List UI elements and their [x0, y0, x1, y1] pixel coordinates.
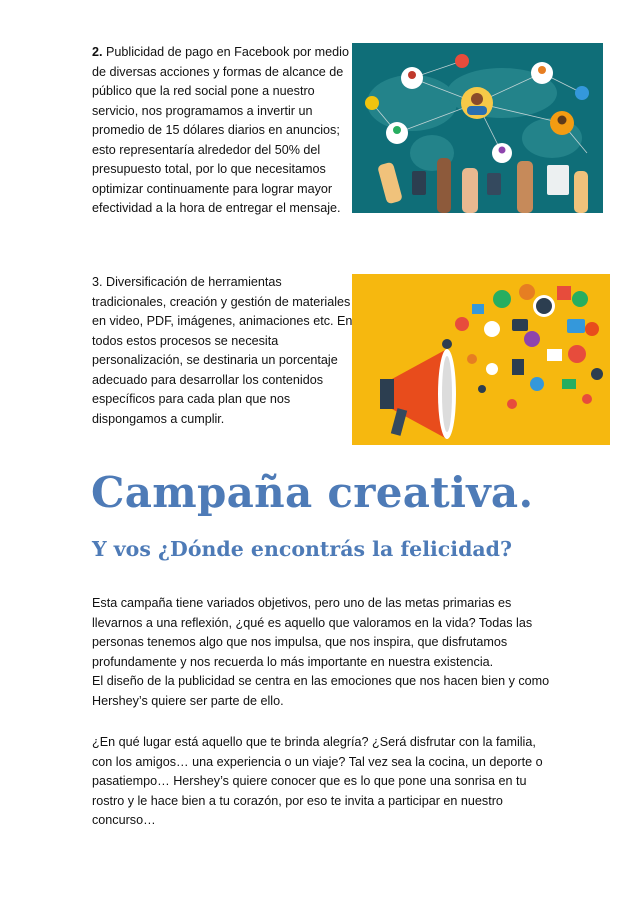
campaign-title: Campaña creativa. [91, 468, 534, 517]
section-2-number: 2. [92, 45, 103, 59]
campaign-subtitle: Y vos ¿Dónde encontrás la felicidad? [92, 537, 513, 561]
section-3-paragraph: 3. Diversificación de herramientas tradicionales, creación y gestión de materiales en video, PDF, imágenes, animaciones etc. En todos estos procesos se necesita personalización, se destinaria un porcentaje adecuado para desarrollar los contenidos específicos para cada plan que nos dispongamos a cumplir. [92, 275, 353, 426]
campaign-paragraph-1b: El diseño de la publicidad se centra en las emociones que nos hacen bien y como Hershey’s quiere ser parte de ello. [92, 674, 550, 708]
section-2-text: Publicidad de pago en Facebook por medio de diversas acciones y formas de alcance de público que la red social pone a nuestro servicio, nos programamos a invertir un promedio de 15 dólares diarios en anuncios; esto representaría alrededor del 50% del presupuesto total, por lo que necesitamos optimizar continuamente para lograr mayor efectividad a la hora de entregar el mensaje. [92, 45, 349, 215]
campaign-paragraph-1: Esta campaña tiene variados objetivos, pero uno de las metas primarias es llevarnos a una reflexión, ¿qué es aquello que valoramos en la vida? Todas las personas tenemos algo que nos impulsa, que nos inspira, que disfrutamos profundamente y nos recuerda lo más importante en nuestra existencia. [92, 596, 533, 669]
campaign-body-1 [92, 594, 552, 711]
megaphone-marketing-illustration [352, 274, 610, 445]
campaign-paragraph-2: ¿En qué lugar está aquello que te brinda alegría? ¿Será disfrutar con la familia, con los amigos… una experiencia o un viaje? Tal vez sea la cocina, un deporte o pasatiempo… Hershey’s quiere conocer que es lo que pone una sonrisa en tu rostro y le hace bien a tu corazón, por eso te invita a participar en nuestro concurso… [92, 735, 543, 827]
section-2-paragraph [92, 43, 350, 219]
social-network-illustration [352, 43, 603, 213]
